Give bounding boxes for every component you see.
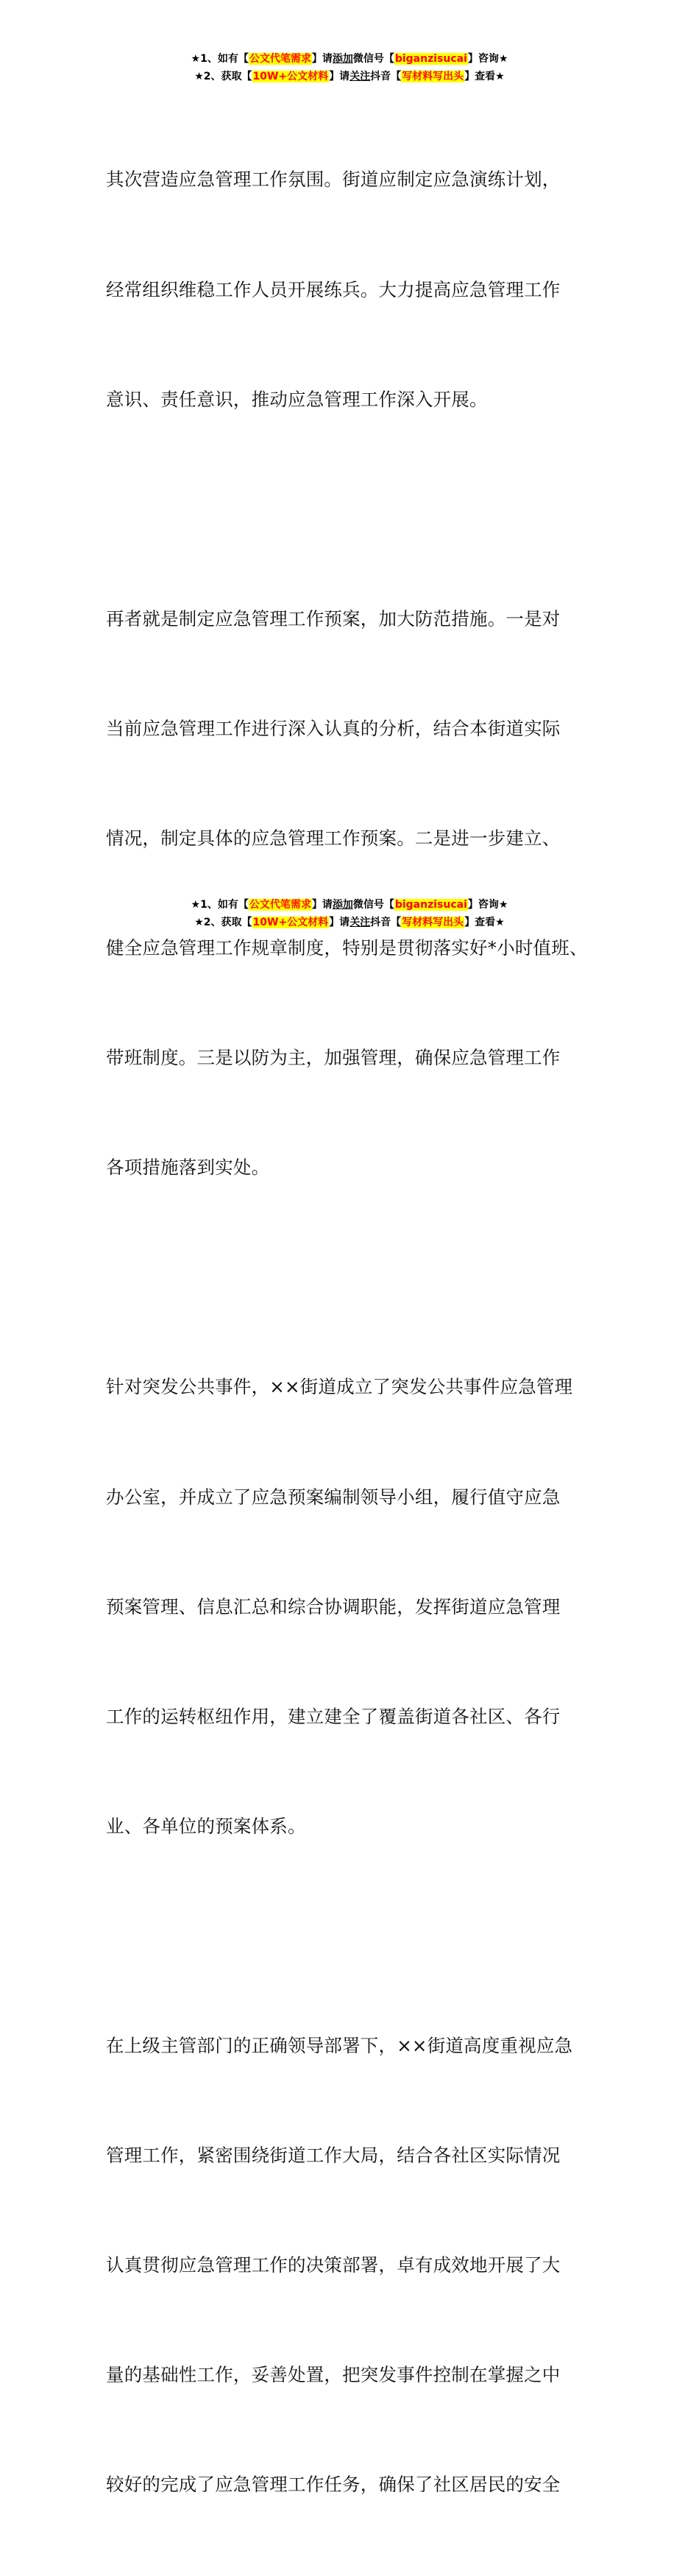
text-line: 在上级主管部门的正确领导部署下，××街道高度重视应急: [106, 2035, 573, 2056]
banner-text: ★2、获取【: [194, 917, 252, 928]
text-line: 较好的完成了应急管理工作任务，确保了社区居民的安全: [106, 2474, 561, 2496]
text-line: 再者就是制定应急管理工作预案，加大防范措施。一是对: [106, 607, 561, 629]
banner-highlight: 10W+公文材料: [252, 71, 329, 82]
banner-text: ★1、如有【: [191, 53, 249, 65]
text-line: 经常组织维稳工作人员开展练兵。大力提高应急管理工作: [106, 278, 561, 300]
text-line: 情况，制定具体的应急管理工作预案。二是进一步建立、: [106, 827, 561, 849]
banner-text: 微信号【: [352, 53, 394, 65]
text-line: 意识、责任意识，推动应急管理工作深入开展。: [106, 388, 488, 410]
text-line: 当前应急管理工作进行深入认真的分析，结合本街道实际: [106, 717, 561, 739]
banner-text: 】请: [311, 53, 333, 65]
banner-text: 】查看★: [464, 917, 505, 928]
banner-text: 抖音【: [370, 71, 402, 82]
banner-highlight: 写材料写出头: [402, 71, 464, 82]
banner-text: ★1、如有【: [191, 899, 249, 911]
paragraph-gap: [106, 1259, 614, 1296]
paragraph-gap: [106, 491, 614, 528]
text-line: 各项措施落到实处。: [106, 1157, 270, 1179]
banner-highlight: biganzisucai: [394, 899, 467, 911]
banner-text: 】请: [329, 917, 350, 928]
text-line: 办公室，并成立了应急预案编制领导小组，履行值守应急: [106, 1486, 561, 1508]
banner-text: 】请: [311, 899, 333, 911]
text-line: 带班制度。三是以防为主，加强管理，确保应急管理工作: [106, 1047, 561, 1069]
banner-text: 】咨询★: [467, 53, 508, 65]
text-line: 其次营造应急管理工作氛围。街道应制定应急演练计划，: [106, 169, 561, 191]
banner-underlined-text: 关注: [350, 917, 371, 928]
banner-highlight: biganzisucai: [394, 53, 467, 65]
paragraph-gap: [106, 1918, 614, 1955]
paragraph: [106, 1296, 614, 1918]
banner-text: 】请: [329, 71, 350, 82]
text-line: 预案管理、信息汇总和综合协调职能，发挥街道应急管理: [106, 1595, 561, 1617]
paragraph: [106, 88, 614, 491]
document-body: [106, 88, 614, 2576]
banner-text: 抖音【: [370, 917, 402, 928]
text-line: 认真贯彻应急管理工作的决策部署，卓有成效地开展了大: [106, 2254, 561, 2276]
text-line: 量的基础性工作，妥善处置，把突发事件控制在掌握之中: [106, 2364, 561, 2386]
banner-line-2: [0, 68, 699, 85]
paragraph: [106, 1955, 614, 2576]
text-line: 工作的运转枢纽作用，建立建全了覆盖街道各社区、各行: [106, 1705, 561, 1727]
text-line: 管理工作，紧密围绕街道工作大局，结合各社区实际情况: [106, 2145, 561, 2167]
banner-text: ★2、获取【: [194, 71, 252, 82]
banner-underlined-text: 添加: [332, 899, 353, 911]
banner-underlined-text: 关注: [350, 71, 371, 82]
text-line: 健全应急管理工作规章制度，特别是贯彻落实好*小时值班、: [106, 937, 588, 959]
text-line: 业、各单位的预案体系。: [106, 1815, 306, 1837]
banner-text: 微信号【: [352, 899, 394, 911]
banner-line-1: [0, 50, 699, 68]
banner-line-2: [0, 914, 699, 931]
header-banner: [0, 50, 699, 85]
footer-banner: [0, 896, 699, 931]
banner-text: 】查看★: [464, 71, 505, 82]
banner-highlight: 公文代笔需求: [249, 53, 311, 65]
banner-highlight: 10W+公文材料: [252, 917, 329, 928]
paragraph: [106, 527, 614, 1259]
banner-text: 】咨询★: [467, 899, 508, 911]
banner-highlight: 写材料写出头: [402, 917, 464, 928]
banner-underlined-text: 添加: [332, 53, 353, 65]
banner-line-1: [0, 896, 699, 914]
banner-highlight: 公文代笔需求: [249, 899, 311, 911]
text-line: 针对突发公共事件，××街道成立了突发公共事件应急管理: [106, 1376, 573, 1398]
